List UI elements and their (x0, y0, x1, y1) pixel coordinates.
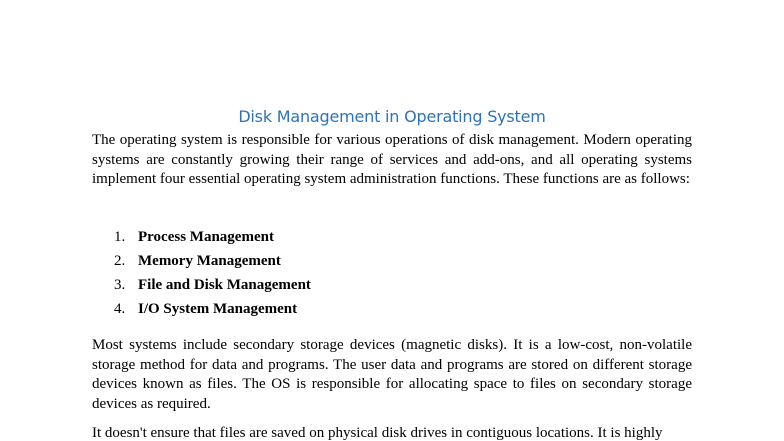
list-item-label: Memory Management (138, 253, 281, 269)
list-item (92, 253, 311, 277)
os-functions-list (92, 229, 311, 325)
list-item (92, 301, 311, 325)
list-item-number: 1. (114, 229, 126, 245)
intro-paragraph: The operating system is responsible for various operations of disk management. Modern operating systems are constantly growing their range of services and add-ons, and all operating systems implement four essential operating system administration functions. These functions are as follows: (92, 132, 692, 187)
list-item-label: Process Management (138, 229, 274, 245)
list-item-number: 2. (114, 253, 126, 269)
storage-paragraph: Most systems include secondary storage devices (magnetic disks). It is a low-cost, non-volatile storage method for data and programs. The user data and programs are stored on different storage devices known as files. The OS is responsible for allocating space to files on secondary storage devices as required. (92, 337, 692, 412)
list-item (92, 229, 311, 253)
list-item (92, 277, 311, 301)
list-item-number: 4. (114, 301, 126, 317)
document-title: Disk Management in Operating System (238, 107, 546, 126)
contiguous-paragraph: It doesn't ensure that files are saved on physical disk drives in contiguous locations. It is highly (92, 425, 663, 441)
list-item-label: File and Disk Management (138, 277, 311, 293)
list-item-label: I/O System Management (138, 301, 298, 317)
list-item-number: 3. (114, 277, 126, 293)
